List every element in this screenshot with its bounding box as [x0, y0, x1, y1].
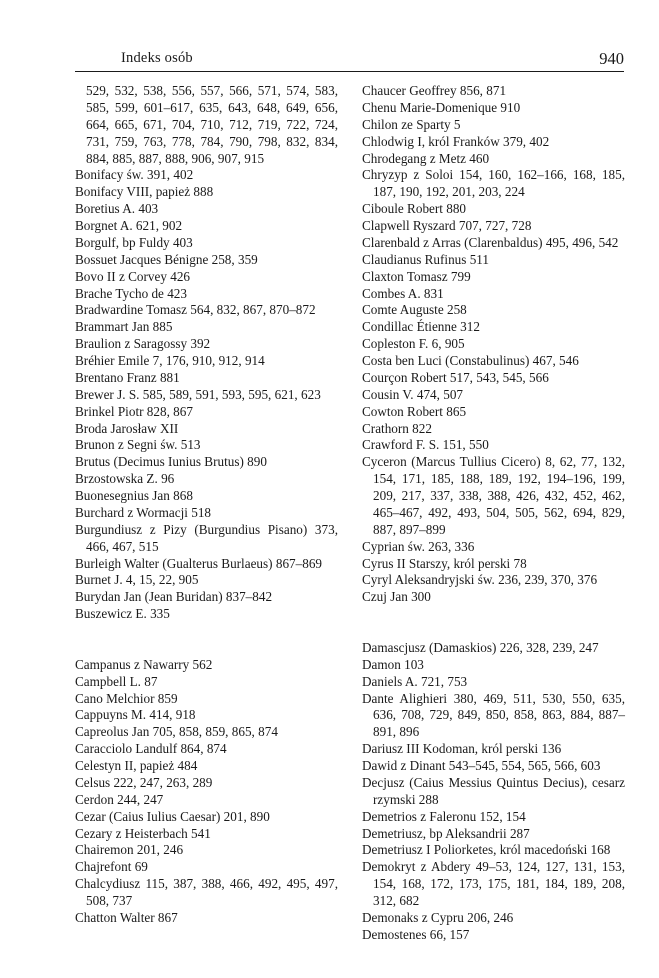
page-number: 940 — [599, 49, 624, 68]
index-entry: Decjusz (Caius Messius Quintus Decius), cesarz rzymski 288 — [362, 774, 625, 807]
index-entry: Brzostowska Z. 96 — [75, 471, 175, 487]
index-entry: Cezar (Caius Iulius Caesar) 201, 890 — [75, 808, 270, 824]
index-entry: Claudianus Rufinus 511 — [362, 251, 489, 267]
index-entry: Dante Alighieri 380, 469, 511, 530, 550, 635, 636, 708, 729, 849, 850, 858, 863, 884, 887–891, 896 — [362, 690, 625, 740]
index-entry: Claxton Tomasz 799 — [362, 268, 471, 284]
index-entry: Capreolus Jan 705, 858, 859, 865, 874 — [75, 724, 278, 740]
index-entry: Bonifacy VIII, papież 888 — [75, 184, 214, 200]
index-entry: Bovo II z Corvey 426 — [75, 268, 191, 284]
index-entry: Demonaks z Cypru 206, 246 — [362, 909, 514, 925]
index-entry: Burleigh Walter (Gualterus Burlaeus) 867–869 — [75, 555, 323, 571]
index-entry: Chatton Walter 867 — [75, 909, 178, 925]
index-entry: Demetrios z Faleronu 152, 154 — [362, 808, 526, 824]
running-title: Indeks osób — [121, 50, 193, 66]
index-entry: Chalcydiusz 115, 387, 388, 466, 492, 495, 497, 508, 737 — [75, 876, 338, 909]
index-entry: Brinkel Piotr 828, 867 — [75, 403, 193, 419]
index-entry: Brutus (Decimus Iunius Brutus) 890 — [75, 454, 267, 470]
letter-group-gap — [362, 606, 625, 640]
index-entry: Cousin V. 474, 507 — [362, 386, 464, 402]
index-entry: Brentano Franz 881 — [75, 369, 180, 385]
index-entry: Crathorn 822 — [362, 420, 432, 436]
index-entry: Chilon ze Sparty 5 — [362, 116, 461, 132]
index-entry: Cyceron (Marcus Tullius Cicero) 8, 62, 77, 132, 154, 171, 185, 188, 189, 192, 194–196, 199, 209, 217, 337, 338, 388, 426, 432, 452, 462, 465–467, 492, 493, 504, 505, 562, 694, 829, 887, 897–899 — [362, 454, 625, 537]
index-entry: Burydan Jan (Jean Buridan) 837–842 — [75, 589, 273, 605]
index-entry: Combes A. 831 — [362, 285, 444, 301]
index-entry: Copleston F. 6, 905 — [362, 336, 465, 352]
index-entry: Demetriusz, bp Aleksandrii 287 — [362, 825, 530, 841]
index-entry: Broda Jarosław XII — [75, 420, 179, 436]
index-entry: Chajrefont 69 — [75, 859, 148, 875]
index-entry: Cappuyns M. 414, 918 — [75, 707, 196, 723]
index-entry: Crawford F. S. 151, 550 — [362, 437, 489, 453]
index-entry: Burgundiusz z Pizy (Burgundius Pisano) 373, 466, 467, 515 — [75, 521, 338, 554]
index-entry: Courçon Robert 517, 543, 545, 566 — [362, 369, 549, 385]
index-entry: Burnet J. 4, 15, 22, 905 — [75, 572, 199, 588]
index-entry: Costa ben Luci (Constabulinus) 467, 546 — [362, 353, 579, 368]
index-entry: Damascjusz (Damaskios) 226, 328, 239, 247 — [362, 639, 599, 655]
index-entry: Cerdon 244, 247 — [75, 791, 164, 807]
index-column-right — [362, 83, 625, 944]
index-entry: Clapwell Ryszard 707, 727, 728 — [362, 218, 532, 233]
index-entry: Cano Melchior 859 — [75, 690, 178, 706]
index-entry: Boretius A. 403 — [75, 201, 159, 217]
index-entry: Brache Tycho de 423 — [75, 285, 187, 301]
index-entry: Chairemon 201, 246 — [75, 842, 184, 858]
index-entry: Daniels A. 721, 753 — [362, 673, 468, 689]
index-column-left — [75, 83, 338, 927]
index-entry: Damon 103 — [362, 656, 424, 672]
index-entry: Burchard z Wormacji 518 — [75, 504, 212, 520]
index-entry: Campbell L. 87 — [75, 673, 158, 689]
header-rule — [75, 71, 624, 72]
running-header — [75, 46, 624, 72]
index-entry: Brewer J. S. 585, 589, 591, 593, 595, 621, 623 — [75, 386, 321, 402]
index-entry: Demetriusz I Poliorketes, król macedoński 168 — [362, 842, 611, 858]
index-entry: Borgnet A. 621, 902 — [75, 218, 183, 233]
index-entry: Condillac Étienne 312 — [362, 319, 480, 335]
index-entry: Borgulf, bp Fuldy 403 — [75, 234, 193, 250]
index-entry: Campanus z Nawarry 562 — [75, 656, 213, 672]
letter-group-gap — [75, 623, 338, 657]
index-entry: Bossuet Jacques Bénigne 258, 359 — [75, 251, 258, 267]
index-entry: Braulion z Saragossy 392 — [75, 336, 211, 352]
index-entry: Chrodegang z Metz 460 — [362, 150, 490, 166]
index-entry: Brammart Jan 885 — [75, 319, 173, 335]
index-entry: Comte Auguste 258 — [362, 302, 467, 318]
index-entry: 529, 532, 538, 556, 557, 566, 571, 574, 583, 585, 599, 601–617, 635, 643, 648, 649, 656, 664, 665, 671, 704, 710, 712, 719, 722, 724, 731, 759, 763, 778, 784, 790, 798, 832, 834, 884, 885, 887, 888, 906, 907, 915 — [86, 83, 338, 166]
index-entry: Bréhier Emile 7, 176, 910, 912, 914 — [75, 353, 265, 368]
index-entry: Cezary z Heisterbach 541 — [75, 825, 211, 841]
index-entry: Chlodwig I, król Franków 379, 402 — [362, 133, 550, 149]
index-entry: Demokryt z Abdery 49–53, 124, 127, 131, 153, 154, 168, 172, 173, 175, 181, 184, 189, 208, 312, 682 — [362, 859, 625, 909]
index-entry: Ciboule Robert 880 — [362, 201, 467, 217]
index-entry: Dawid z Dinant 543–545, 554, 565, 566, 603 — [362, 758, 601, 774]
index-entry: Clarenbald z Arras (Clarenbaldus) 495, 496, 542 — [362, 234, 619, 250]
index-entry: Brunon z Segni św. 513 — [75, 437, 201, 453]
index-entry: Cyprian św. 263, 336 — [362, 538, 475, 554]
index-entry: Celsus 222, 247, 263, 289 — [75, 774, 213, 790]
index-entry: Buonesegnius Jan 868 — [75, 488, 193, 503]
index-entry: Cowton Robert 865 — [362, 403, 467, 419]
index-entry: Buszewicz E. 335 — [75, 606, 170, 622]
index-entry: Caracciolo Landulf 864, 874 — [75, 741, 227, 757]
index-entry: Demostenes 66, 157 — [362, 926, 470, 942]
index-entry: Cyrus II Starszy, król perski 78 — [362, 555, 527, 571]
index-entry: Cyryl Aleksandryjski św. 236, 239, 370, 376 — [362, 572, 598, 588]
index-entry: Bradwardine Tomasz 564, 832, 867, 870–872 — [75, 302, 316, 318]
index-entry: Dariusz III Kodoman, król perski 136 — [362, 741, 562, 757]
index-entry: Chenu Marie-Domenique 910 — [362, 99, 521, 115]
index-entry: Chryzyp z Soloi 154, 160, 162–166, 168, 185, 187, 190, 192, 201, 203, 224 — [362, 167, 625, 200]
index-entry: Celestyn II, papież 484 — [75, 758, 198, 774]
index-entry: Chaucer Geoffrey 856, 871 — [362, 83, 507, 98]
index-entry: Bonifacy św. 391, 402 — [75, 167, 194, 183]
index-entry: Czuj Jan 300 — [362, 589, 431, 605]
